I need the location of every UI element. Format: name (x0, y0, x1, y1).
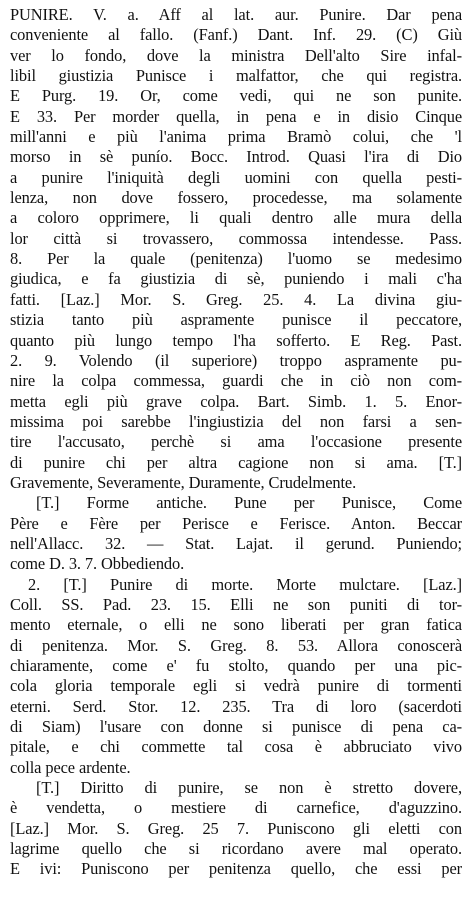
text-line: fatti. [Laz.] Mor. S. Greg. 25. 4. La divina giu- (10, 289, 462, 309)
text-line: quanto più lungo tempo l'ha sofferto. E Reg. Past. (10, 330, 462, 350)
text-line: E Purg. 19. Or, come vedi, qui ne son punite. (10, 86, 462, 106)
text-line: E ivi: Puniscono per penitenza quello, che essi per (10, 859, 462, 879)
text-line: lenza, non dove fossero, procedesse, ma solamente (10, 188, 462, 208)
text-line: chiaramente, come e' fu stolto, quando per una pic- (10, 656, 462, 675)
text-line: di punire chi per altra cagione non si ama. [T.] (10, 452, 462, 472)
text-line: 2. 9. Volendo (il superiore) troppo aspramente pu- (10, 350, 462, 370)
text-line: E 33. Per morder quella, in pena e in disio Cinque (10, 106, 462, 126)
text-line: [T.] Forme antiche. Pune per Punisce, Come (36, 493, 462, 513)
text-line: è vendetta, o mestiere di carnefice, d'aguzzino. (10, 798, 462, 818)
text-line: mento eternale, o elli ne sono liberati per gran fatica (10, 615, 462, 635)
text-line: mill'anni e più l'anima prima Bramò colui, che 'l (10, 127, 462, 147)
text-line: ver lo fondo, dove la ministra Dell'alto Sire infal- (10, 45, 462, 65)
text-line: Père e Fère per Perisce e Ferisce. Anton. Beccar (10, 513, 462, 533)
text-line: 2. [T.] Punire di morte. Morte mulctare. [Laz.] (28, 574, 462, 594)
text-line: a coloro opprimere, li quali dentro alle mura della (10, 208, 462, 228)
text-line: tire l'accusato, perchè si ama l'occasione presente (10, 432, 462, 452)
text-line: stizia tanto più aspramente punisce il peccatore, (10, 310, 462, 330)
text-line: eterni. Serd. Stor. 12. 235. Tra di loro (sacerdoti (10, 696, 462, 716)
text-line: cola gloria temporale egli si vedrà punire di tormenti (10, 676, 462, 696)
text-line: PUNIRE. V. a. Aff al lat. aur. Punire. Dar pena (10, 5, 462, 24)
text-line: metta egli più grave colpa. Bart. Simb. 1. 5. Enor- (10, 391, 462, 411)
text-line: conveniente al fallo. (Fanf.) Dant. Inf. 29. (C) Giù (10, 25, 462, 45)
text-line: [T.] Diritto di punire, se non è stretto dovere, (36, 778, 462, 798)
text-line: Coll. SS. Pad. 23. 15. Elli ne son puniti di tor- (10, 594, 462, 614)
text-line: nell'Allacc. 32. — Stat. Lajat. il gerund. Puniendo; (10, 533, 462, 553)
text-line: nire la colpa commessa, guardi che in ciò non com- (10, 371, 462, 391)
text-line: lagrime quello che si ricordano avere mal operato. (10, 839, 462, 859)
text-line: morso in sè punío. Bocc. Introd. Quasi l'ira di Dio (10, 147, 462, 167)
text-line: lor città si trovassero, commossa intendesse. Pass. (10, 228, 462, 248)
entry-punire (10, 5, 462, 880)
text-line: di Siam) l'usare con donne si punisce di pena ca- (10, 717, 462, 737)
text-line: [Laz.] Mor. S. Greg. 25 7. Puniscono gli eletti con (10, 818, 462, 838)
text-line: Gravemente, Severamente, Duramente, Crudelmente. (10, 472, 357, 492)
text-line: libil giustizia Punisce i malfattor, che qui registra. (10, 66, 462, 86)
text-line: missima poi sarebbe l'ingiustizia del non farsi a sen- (10, 411, 462, 431)
text-line: 8. Per la quale (penitenza) l'uomo se medesimo (10, 249, 462, 269)
text-line: giudica, e fa giustizia di sè, puniendo i mali c'ha (10, 269, 462, 289)
text-line: colla pece ardente. (10, 757, 131, 777)
text-line: a punire l'iniquità degli uomini con quella pesti- (10, 167, 462, 187)
text-line: pitale, e chi commette tal cosa è abbruciato vivo (10, 737, 462, 757)
text-line: come D. 3. 7. Obbediendo. (10, 554, 185, 574)
text-line: di penitenza. Mor. S. Greg. 8. 53. Allora conoscerà (10, 635, 462, 655)
